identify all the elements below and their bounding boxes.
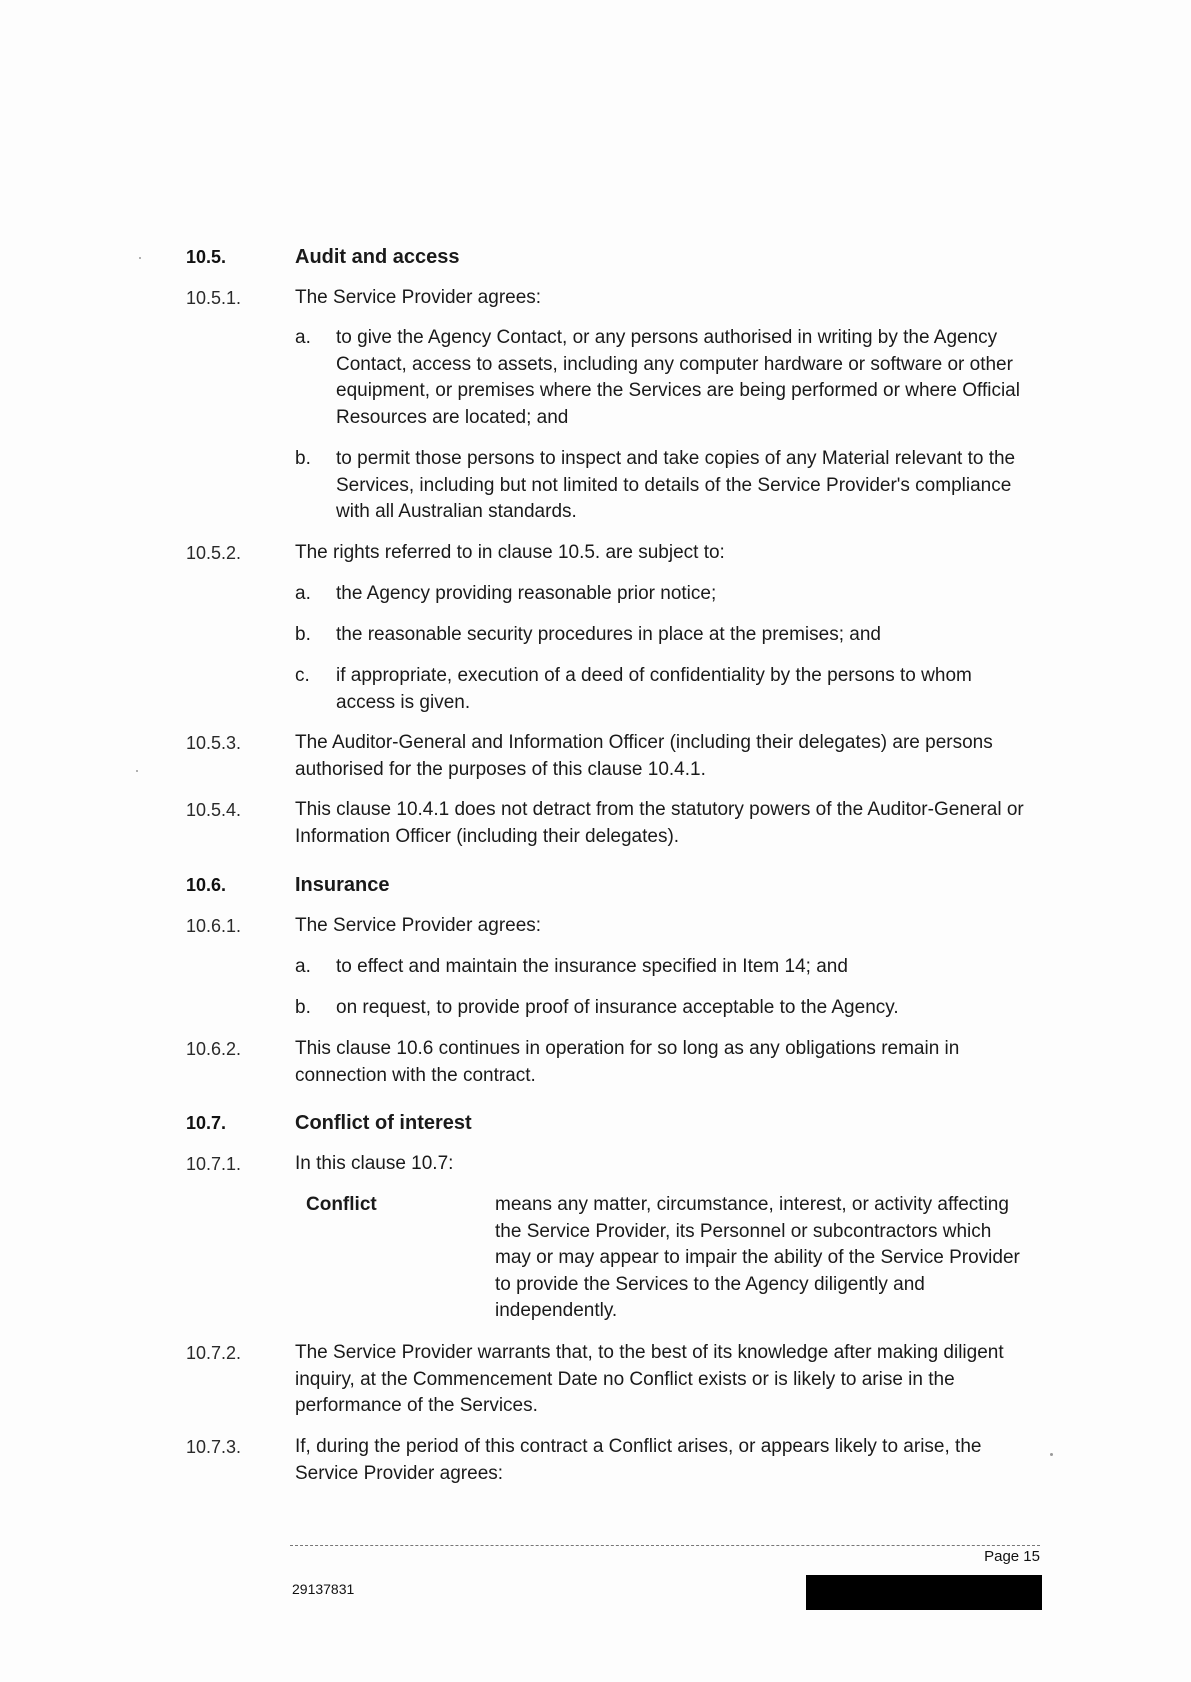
clause-text: The Auditor-General and Information Officer (including their delegates) are persons authorised for the purposes of this clause 10.4.1.: [295, 732, 993, 780]
clause-heading: Audit and access: [295, 246, 460, 268]
clause-number: 10.5.: [186, 247, 227, 267]
clause-text: If, during the period of this contract a Conflict arises, or appears likely to arise, the Service Provider agrees:: [295, 1436, 982, 1484]
clause-number: 10.5.1.: [186, 288, 242, 308]
clause-text: The rights referred to in clause 10.5. are subject to:: [295, 542, 725, 563]
subclause-letter: b.: [295, 448, 311, 469]
clause-number: 10.5.2.: [186, 543, 242, 563]
clause-number: 10.5.3.: [186, 733, 242, 753]
clause-number: 10.7.1.: [186, 1154, 242, 1174]
footer-divider: [290, 1545, 1040, 1546]
redaction-block: [806, 1575, 1042, 1610]
clause-number: 10.6.: [186, 875, 227, 895]
definition-text: means any matter, circumstance, interest, or activity affecting the Service Provider, its Personnel or subcontractors which may or may appear to impair the ability of the Service Provider to provide the Services to the Agency diligently and independently.: [495, 1194, 1020, 1321]
clause-text: The Service Provider agrees:: [295, 915, 542, 936]
page-number: Page 15: [984, 1548, 1040, 1565]
clause-number: 10.6.2.: [186, 1039, 242, 1059]
subclause-text: to effect and maintain the insurance specified in Item 14; and: [336, 956, 848, 977]
clause-number: 10.7.: [186, 1113, 227, 1133]
clause-text: This clause 10.4.1 does not detract from the statutory powers of the Auditor-General or Information Officer (including their delegates).: [295, 799, 1024, 847]
document-id: 29137831: [292, 1581, 355, 1597]
subclause-text: the reasonable security procedures in place at the premises; and: [336, 624, 881, 645]
definition-term: Conflict: [306, 1194, 377, 1215]
subclause-letter: b.: [295, 997, 311, 1018]
subclause-letter: a.: [295, 583, 311, 604]
clause-heading: Conflict of interest: [295, 1112, 472, 1134]
scan-speck: [139, 257, 141, 259]
clause-number: 10.7.2.: [186, 1343, 242, 1363]
clause-number: 10.7.3.: [186, 1437, 242, 1457]
subclause-text: on request, to provide proof of insurance acceptable to the Agency.: [336, 997, 899, 1018]
clause-heading: Insurance: [295, 874, 390, 896]
clause-text: This clause 10.6 continues in operation for so long as any obligations remain in connection with the contract.: [295, 1038, 960, 1086]
clause-number: 10.5.4.: [186, 800, 242, 820]
clause-number: 10.6.1.: [186, 916, 242, 936]
clause-text: The Service Provider warrants that, to the best of its knowledge after making diligent inquiry, at the Commencement Date no Conflict exists or is likely to arise in the performance of the Services.: [295, 1342, 1004, 1416]
subclause-letter: a.: [295, 327, 311, 348]
subclause-letter: b.: [295, 624, 311, 645]
subclause-letter: c.: [295, 665, 310, 686]
clause-text: In this clause 10.7:: [295, 1153, 454, 1174]
subclause-text: the Agency providing reasonable prior notice;: [336, 583, 717, 604]
scan-speck: [1050, 1453, 1053, 1456]
clause-text: The Service Provider agrees:: [295, 287, 542, 308]
subclause-text: to permit those persons to inspect and take copies of any Material relevant to the Services, including but not limited to details of the Service Provider's compliance with all Australian standards.: [336, 448, 1016, 522]
subclause-text: to give the Agency Contact, or any persons authorised in writing by the Agency Contact, access to assets, including any computer hardware or software or other equipment, or premises where the Services are being performed or where Official Resources are located; and: [336, 327, 1020, 428]
subclause-letter: a.: [295, 956, 311, 977]
subclause-text: if appropriate, execution of a deed of confidentiality by the persons to whom access is given.: [336, 665, 972, 713]
scan-speck: [136, 770, 138, 772]
